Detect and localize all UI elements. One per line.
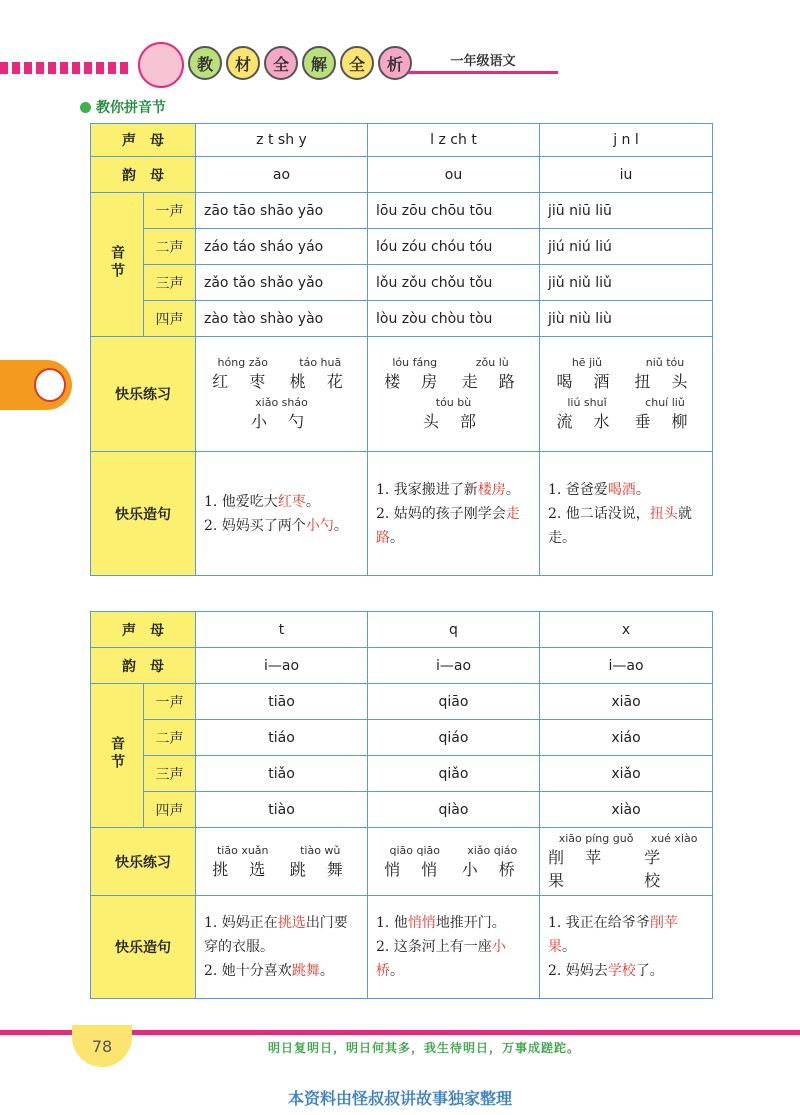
tone-row bbox=[91, 229, 713, 265]
syllable-cell: zāo tāo shāo yāo bbox=[196, 193, 368, 229]
syllable-cell: zào tào shào yào bbox=[196, 301, 368, 337]
shengmu-cell: j n l bbox=[540, 124, 713, 157]
sentence-text: 就走。 bbox=[548, 505, 692, 546]
highlight-word: 挑选 bbox=[277, 915, 306, 931]
sentence-cell bbox=[540, 896, 713, 999]
word-pinyin: tiào wǔ bbox=[300, 843, 341, 857]
credit-line: 本资料由怪叔叔讲故事独家整理 bbox=[287, 1089, 512, 1108]
word-hanzi: 削 苹 果 bbox=[548, 848, 610, 890]
pinyin-table-2 bbox=[90, 611, 713, 999]
sentence-line bbox=[204, 959, 359, 983]
word-pinyin: táo huā bbox=[299, 356, 342, 369]
title-char: 材 bbox=[226, 46, 260, 80]
sentence-text: 。 bbox=[505, 481, 520, 498]
grade-text: 一年级语文 bbox=[450, 54, 516, 69]
tone-label: 二声 bbox=[144, 720, 196, 756]
syllable-cell: jiǔ niǔ liǔ bbox=[540, 265, 713, 301]
highlight-word: 悄悄 bbox=[407, 915, 436, 931]
tone-row bbox=[91, 756, 713, 792]
word-pair bbox=[376, 356, 531, 392]
sentence-label: 快乐造句 bbox=[91, 452, 196, 576]
highlight-word: 走路 bbox=[376, 505, 520, 546]
shengmu-row bbox=[91, 612, 713, 648]
sentence-cell bbox=[196, 452, 368, 576]
yunmu-cell: iu bbox=[540, 157, 713, 193]
mascot-face-icon bbox=[34, 368, 66, 402]
syllable-cell: qiǎo bbox=[368, 756, 540, 792]
practice-row bbox=[91, 828, 713, 896]
sentence-line bbox=[204, 911, 359, 959]
sentence-cell bbox=[368, 896, 540, 999]
sentence-text: 2. 这条河上有一座 bbox=[376, 939, 492, 955]
syllable-cell: xiáo bbox=[540, 720, 713, 756]
sentence-text: 1. 我正在给爷爷 bbox=[548, 915, 650, 931]
word-hanzi: 学 校 bbox=[644, 848, 669, 890]
word-hanzi: 小 勺 bbox=[250, 412, 313, 431]
sentence-text: 出门要穿的衣服。 bbox=[204, 915, 348, 955]
word-pinyin: lóu fáng bbox=[392, 356, 438, 369]
sentence-text: 了。 bbox=[635, 963, 664, 979]
word-pinyin: xiǎo qiáo bbox=[467, 843, 518, 857]
tone-row bbox=[91, 301, 713, 337]
syllable-cell: jiù niù liù bbox=[540, 301, 713, 337]
sentence-text: 。 bbox=[390, 529, 404, 546]
word-hanzi: 喝 酒 bbox=[556, 372, 618, 391]
footer-motto: 明日复明日，明日何其多，我生待明日，万事成蹉跎。 bbox=[268, 1041, 581, 1055]
practice-word bbox=[634, 356, 695, 392]
syllable-cell: lōu zōu chōu tōu bbox=[368, 193, 540, 229]
shengmu-cell: t bbox=[196, 612, 368, 648]
tone-row bbox=[91, 265, 713, 301]
tone-label: 一声 bbox=[144, 193, 196, 229]
title-char: 教 bbox=[188, 46, 222, 80]
practice-word bbox=[462, 844, 523, 880]
sentence-row bbox=[91, 452, 713, 576]
sentence-line bbox=[548, 959, 704, 983]
word-pinyin: zǒu lù bbox=[475, 356, 509, 369]
mascot-icon bbox=[138, 42, 184, 88]
word-pair bbox=[376, 396, 531, 432]
sentence-text: 。 bbox=[319, 963, 334, 979]
sentence-text: 。 bbox=[305, 493, 320, 510]
sentence-line bbox=[376, 911, 531, 935]
syllable-cell: zǎo tǎo shǎo yǎo bbox=[196, 265, 368, 301]
word-pinyin: tiāo xuǎn bbox=[216, 843, 269, 857]
highlight-word: 红枣 bbox=[277, 493, 306, 510]
title-char: 解 bbox=[302, 46, 336, 80]
book-title bbox=[188, 46, 412, 80]
word-hanzi: 走 路 bbox=[461, 372, 523, 391]
practice-word bbox=[462, 356, 523, 392]
syllable-cell: qiáo bbox=[368, 720, 540, 756]
word-hanzi: 跳 舞 bbox=[289, 859, 351, 879]
word-pair bbox=[548, 356, 704, 392]
word-hanzi: 小 桥 bbox=[461, 859, 523, 879]
syllable-cell: záo táo sháo yáo bbox=[196, 229, 368, 265]
practice-cell bbox=[196, 828, 368, 896]
practice-cell bbox=[540, 828, 713, 896]
word-pinyin: tóu bù bbox=[435, 396, 472, 409]
yunmu-label: 韵 母 bbox=[91, 157, 196, 193]
yunmu-row bbox=[91, 648, 713, 684]
decorative-strip bbox=[0, 62, 130, 74]
tone-label: 三声 bbox=[144, 265, 196, 301]
syllable-cell: lòu zòu chòu tòu bbox=[368, 301, 540, 337]
syllable-cell: lóu zóu chóu tóu bbox=[368, 229, 540, 265]
shengmu-cell: x bbox=[540, 612, 713, 648]
pinyin-table-1 bbox=[90, 123, 713, 576]
syllable-cell: qiāo bbox=[368, 684, 540, 720]
sentence-text: 2. 他二话没说， bbox=[548, 505, 650, 522]
word-hanzi: 红 枣 bbox=[212, 372, 274, 391]
practice-word bbox=[290, 356, 351, 392]
tone-label: 四声 bbox=[144, 792, 196, 828]
tone-label: 一声 bbox=[144, 684, 196, 720]
syllable-cell: tiáo bbox=[196, 720, 368, 756]
word-pair bbox=[204, 396, 359, 432]
practice-word bbox=[290, 844, 351, 880]
practice-word bbox=[556, 396, 617, 432]
yinjie-label bbox=[91, 684, 144, 828]
syllable-cell: xiào bbox=[540, 792, 713, 828]
highlight-word: 小勺 bbox=[305, 517, 334, 534]
word-pair bbox=[548, 832, 704, 891]
section-title bbox=[80, 97, 166, 117]
syllable-cell: tiǎo bbox=[196, 756, 368, 792]
yunmu-cell: i—ao bbox=[540, 648, 713, 684]
sentence-text: 2. 妈妈去 bbox=[548, 963, 608, 979]
sentence-text: 2. 妈妈买了两个 bbox=[204, 517, 306, 534]
word-hanzi: 垂 柳 bbox=[634, 412, 696, 431]
syllable-cell: jiú niú liú bbox=[540, 229, 713, 265]
sentence-text: 1. 他 bbox=[376, 915, 408, 931]
sentence-text: 。 bbox=[333, 517, 348, 534]
sentence-text: 2. 她十分喜欢 bbox=[204, 963, 292, 979]
practice-word bbox=[251, 396, 312, 432]
sentence-text: 。 bbox=[635, 481, 650, 498]
page-footer bbox=[0, 1025, 800, 1070]
tone-row bbox=[91, 720, 713, 756]
word-hanzi: 头 部 bbox=[422, 412, 485, 431]
yunmu-cell: ou bbox=[368, 157, 540, 193]
yunmu-cell: i—ao bbox=[196, 648, 368, 684]
highlight-word: 跳舞 bbox=[291, 963, 320, 979]
sentence-label: 快乐造句 bbox=[91, 896, 196, 999]
highlight-word: 喝酒 bbox=[607, 481, 636, 498]
practice-cell bbox=[368, 337, 540, 452]
syllable-cell: xiāo bbox=[540, 684, 713, 720]
sentence-text: 。 bbox=[562, 939, 576, 955]
sentence-line bbox=[376, 502, 531, 550]
word-hanzi: 悄 悄 bbox=[384, 859, 446, 879]
sentence-text: 。 bbox=[390, 963, 404, 979]
word-pinyin: chuí liǔ bbox=[645, 396, 685, 409]
yunmu-cell: ao bbox=[196, 157, 368, 193]
sentence-cell bbox=[368, 452, 540, 576]
practice-word bbox=[423, 396, 484, 432]
tone-label: 四声 bbox=[144, 301, 196, 337]
sentence-line bbox=[548, 478, 704, 502]
practice-word bbox=[634, 396, 695, 432]
yinjie-text: 音节 bbox=[109, 735, 125, 772]
sentence-line bbox=[548, 911, 704, 959]
page-number: 78 bbox=[72, 1025, 132, 1067]
word-pinyin: liú shuǐ bbox=[567, 396, 607, 409]
sentence-line bbox=[376, 935, 531, 983]
practice-cell bbox=[540, 337, 713, 452]
shengmu-cell: z t sh y bbox=[196, 124, 368, 157]
sentence-text: 1. 他爱吃大 bbox=[204, 493, 278, 510]
grade-underline bbox=[408, 71, 558, 74]
syllable-cell: xiǎo bbox=[540, 756, 713, 792]
highlight-word: 学校 bbox=[607, 963, 636, 979]
word-pinyin: xué xiào bbox=[650, 832, 698, 845]
sentence-cell bbox=[196, 896, 368, 999]
grade-label bbox=[408, 50, 558, 74]
yunmu-cell: i—ao bbox=[368, 648, 540, 684]
bullet-dot-icon bbox=[80, 102, 91, 113]
word-hanzi: 桃 花 bbox=[289, 372, 351, 391]
word-pinyin: xiǎo sháo bbox=[255, 396, 308, 409]
section-title-text: 教你拼音节 bbox=[96, 100, 166, 116]
syllable-cell: tiào bbox=[196, 792, 368, 828]
practice-word bbox=[212, 356, 273, 392]
practice-word bbox=[644, 832, 704, 891]
word-hanzi: 楼 房 bbox=[384, 372, 446, 391]
practice-label: 快乐练习 bbox=[91, 337, 196, 452]
tone-row bbox=[91, 792, 713, 828]
shengmu-row bbox=[91, 124, 713, 157]
yinjie-label bbox=[91, 193, 144, 337]
practice-label: 快乐练习 bbox=[91, 828, 196, 896]
practice-word bbox=[556, 356, 617, 392]
syllable-cell: jiū niū liū bbox=[540, 193, 713, 229]
sentence-line bbox=[376, 478, 531, 502]
page-header bbox=[0, 40, 800, 90]
tone-label: 三声 bbox=[144, 756, 196, 792]
word-pair bbox=[376, 844, 531, 880]
practice-row bbox=[91, 337, 713, 452]
sentence-text: 1. 爸爸爱 bbox=[548, 481, 608, 498]
tone-label: 二声 bbox=[144, 229, 196, 265]
syllable-cell: tiāo bbox=[196, 684, 368, 720]
word-pinyin: xiāo píng guǒ bbox=[558, 832, 634, 845]
practice-word bbox=[384, 844, 445, 880]
practice-cell bbox=[196, 337, 368, 452]
word-hanzi: 挑 选 bbox=[212, 859, 274, 879]
sentence-text: 2. 姑妈的孩子刚学会 bbox=[376, 505, 506, 522]
sentence-text: 1. 妈妈正在 bbox=[204, 915, 278, 931]
practice-cell bbox=[368, 828, 540, 896]
practice-word bbox=[212, 844, 273, 880]
word-hanzi: 流 水 bbox=[556, 412, 618, 431]
sentence-cell bbox=[540, 452, 713, 576]
sentence-row bbox=[91, 896, 713, 999]
shengmu-label: 声 母 bbox=[91, 124, 196, 157]
shengmu-cell: q bbox=[368, 612, 540, 648]
word-hanzi: 扭 头 bbox=[634, 372, 696, 391]
yunmu-row bbox=[91, 157, 713, 193]
tone-row bbox=[91, 684, 713, 720]
practice-word bbox=[384, 356, 445, 392]
word-pair bbox=[204, 844, 359, 880]
title-char: 全 bbox=[340, 46, 374, 80]
shengmu-cell: l z ch t bbox=[368, 124, 540, 157]
yinjie-text: 音节 bbox=[109, 244, 125, 281]
sentence-text: 1. 我家搬进了新 bbox=[376, 481, 478, 498]
title-char: 全 bbox=[264, 46, 298, 80]
side-tab bbox=[0, 360, 72, 410]
title-char: 析 bbox=[378, 46, 412, 80]
highlight-word: 小桥 bbox=[376, 939, 506, 979]
word-pair bbox=[548, 396, 704, 432]
word-pinyin: niǔ tóu bbox=[645, 356, 685, 369]
sentence-line bbox=[204, 490, 359, 514]
practice-word bbox=[548, 832, 644, 891]
tone-row bbox=[91, 193, 713, 229]
word-pinyin: hē jiǔ bbox=[571, 356, 603, 369]
yunmu-label: 韵 母 bbox=[91, 648, 196, 684]
syllable-cell: lǒu zǒu chǒu tǒu bbox=[368, 265, 540, 301]
sentence-text: 地推开门。 bbox=[435, 915, 506, 931]
shengmu-label: 声 母 bbox=[91, 612, 196, 648]
highlight-word: 削苹果 bbox=[548, 915, 678, 955]
syllable-cell: qiào bbox=[368, 792, 540, 828]
word-pair bbox=[204, 356, 359, 392]
word-pinyin: hóng zǎo bbox=[217, 356, 268, 369]
highlight-word: 扭头 bbox=[649, 505, 678, 522]
highlight-word: 楼房 bbox=[477, 481, 506, 498]
sentence-line bbox=[548, 502, 704, 550]
word-pinyin: qiāo qiāo bbox=[389, 843, 440, 857]
sentence-line bbox=[204, 514, 359, 538]
